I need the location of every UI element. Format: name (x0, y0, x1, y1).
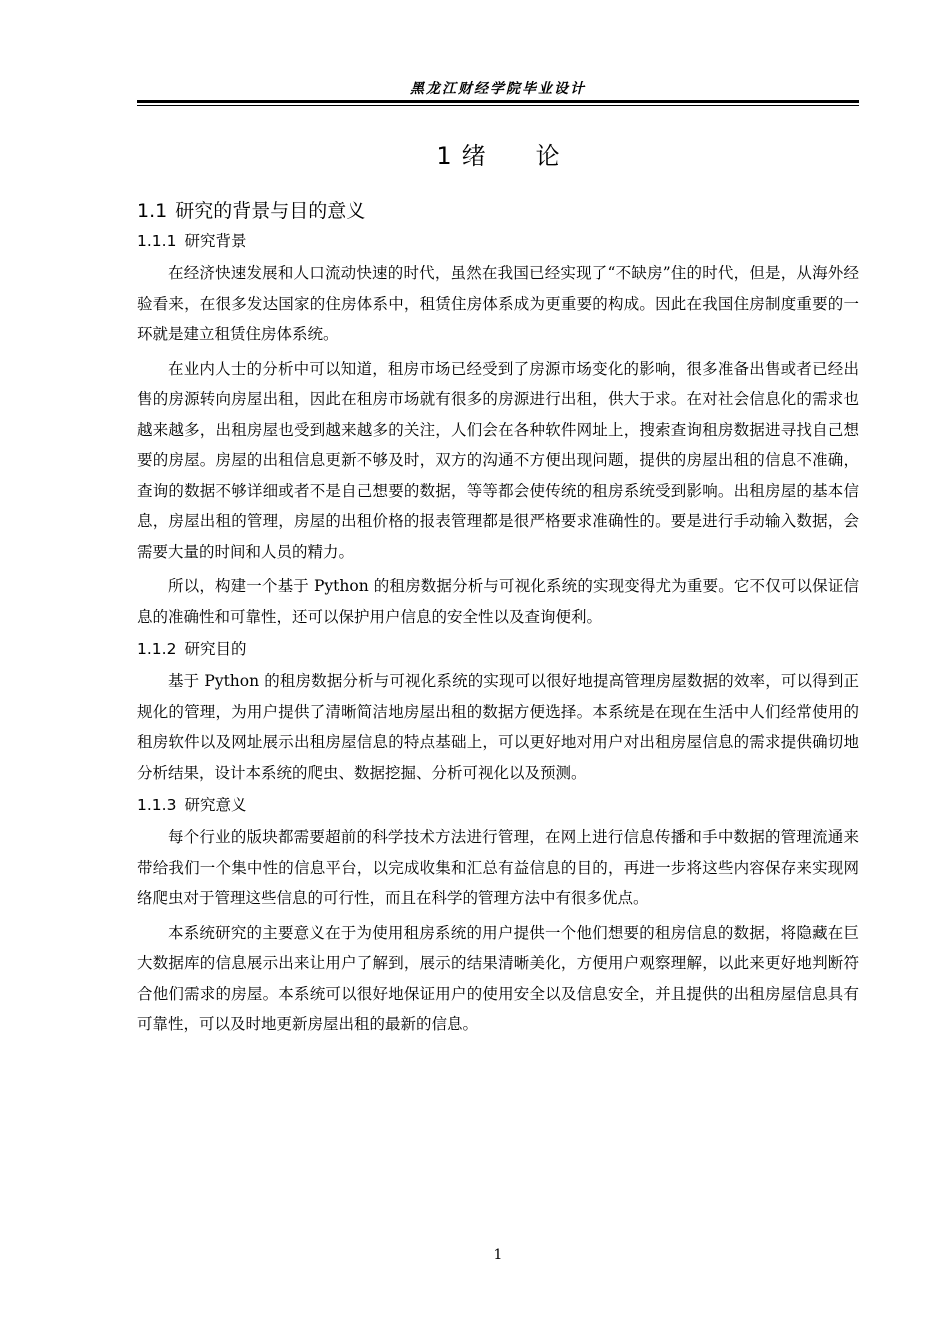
chapter-title (137, 138, 859, 174)
section-title: 研究的背景与目的意义 (175, 200, 366, 222)
subsection-title: 研究背景 (184, 232, 247, 250)
chapter-number: 1 (436, 142, 452, 170)
running-header: 黑龙江财经学院毕业设计 (410, 81, 586, 97)
header-rule-thick (137, 100, 859, 103)
header-rule-thin (137, 105, 859, 106)
section-heading-1-1 (137, 196, 859, 226)
subsection-number: 1.1.3 (137, 796, 177, 814)
subsection-heading-1-1-1 (137, 228, 859, 254)
chapter-title-part1: 绪 (461, 142, 486, 170)
paragraph: 基于 Python 的租房数据分析与可视化系统的实现可以很好地提高管理房屋数据的效率，可以得到正规化的管理，为用户提供了清晰简洁地房屋出租的数据方便选择。本系统是在现在生活中人们经常使用的租房软件以及网址展示出租房屋信息的特点基础上，可以更好地对用户对出租房屋信息的需求提供确切地分析结果，设计本系统的爬虫、数据挖掘、分析可视化以及预测。 (137, 672, 859, 782)
paragraph: 每个行业的版块都需要超前的科学技术方法进行管理，在网上进行信息传播和手中数据的管理流通来带给我们一个集中性的信息平台，以完成收集和汇总有益信息的目的，再进一步将这些内容保存来实现网络爬虫对于管理这些信息的可行性，而且在科学的管理方法中有很多优点。 (137, 828, 859, 907)
subsection-title: 研究目的 (184, 640, 247, 658)
subsection-heading-1-1-3 (137, 792, 859, 818)
subsection-number: 1.1.1 (137, 232, 177, 250)
paragraph: 所以，构建一个基于 Python 的租房数据分析与可视化系统的实现变得尤为重要。它不仅可以保证信息的准确性和可靠性，还可以保护用户信息的安全性以及查询便利。 (137, 577, 859, 626)
paragraph: 本系统研究的主要意义在于为使用租房系统的用户提供一个他们想要的租房信息的数据，将隐藏在巨大数据库的信息展示出来让用户了解到，展示的结果清晰美化，方便用户观察理解，以此来更好地判断符合他们需求的房屋。本系统可以很好地保证用户的使用安全以及信息安全，并且提供的出租房屋信息具有可靠性，可以及时地更新房屋出租的最新的信息。 (137, 923, 859, 1033)
main-content (137, 138, 859, 1044)
subsection-number: 1.1.2 (137, 640, 177, 658)
paragraph: 在经济快速发展和人口流动快速的时代，虽然在我国已经实现了“不缺房”住的时代，但是，从海外经验看来，在很多发达国家的住房体系中，租赁住房体系成为更重要的构成。因此在我国住房制度重要的一环就是建立租赁住房体系统。 (137, 264, 859, 343)
chapter-title-part2: 论 (535, 142, 560, 170)
section-number: 1.1 (137, 200, 168, 222)
subsection-title: 研究意义 (184, 796, 247, 814)
subsection-heading-1-1-2 (137, 636, 859, 662)
paragraph: 在业内人士的分析中可以知道，租房市场已经受到了房源市场变化的影响，很多准备出售或者已经出售的房源转向房屋出租，因此在租房市场就有很多的房源进行出租，供大于求。在对社会信息化的需求也越来越多，出租房屋也受到越来越多的关注，人们会在各种软件网址上，搜索查询租房数据进寻找自己想要的房屋。房屋的出租信息更新不够及时，双方的沟通不方便出现问题，提供的房屋出租的信息不准确，查询的数据不够详细或者不是自己想要的数据，等等都会使传统的租房系统受到影响。出租房屋的基本信息，房屋出租的管理，房屋的出租价格的报表管理都是很严格要求准确性的。要是进行手动输入数据，会需要大量的时间和人员的精力。 (137, 359, 859, 561)
page-number: 1 (493, 1247, 503, 1263)
